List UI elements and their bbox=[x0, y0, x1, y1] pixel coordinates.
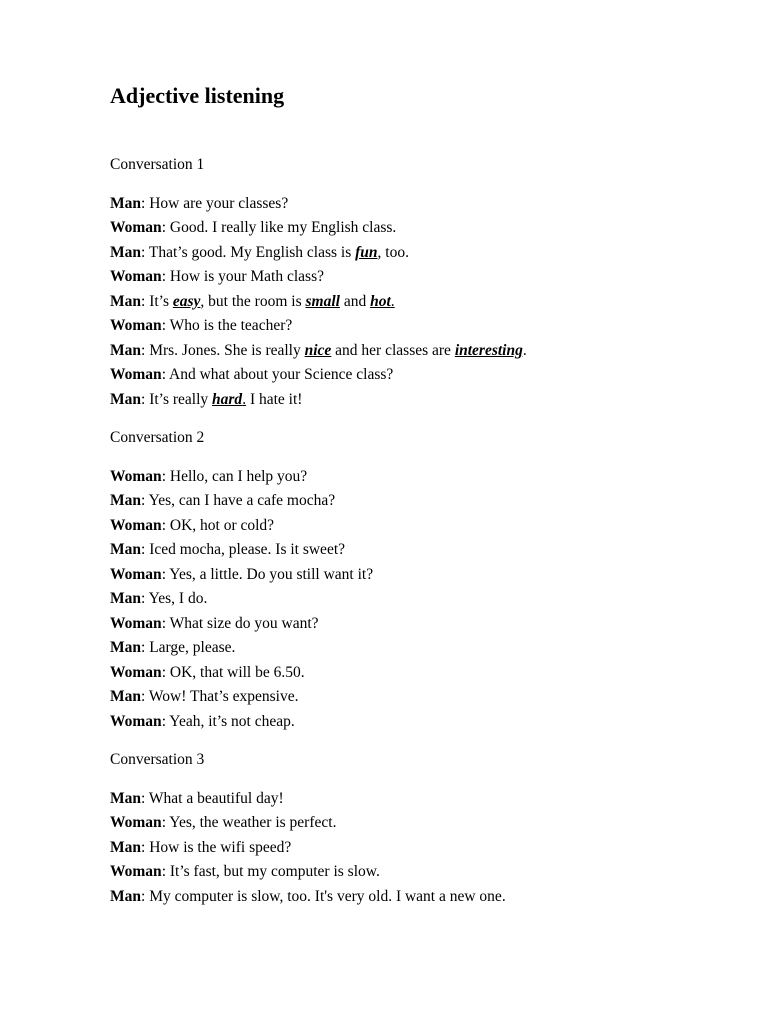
utterance: What a beautiful day! bbox=[148, 789, 284, 807]
dialogue-line: Man: Yes, I do. bbox=[110, 590, 208, 607]
speaker-label: Man bbox=[110, 243, 141, 261]
dialogue-line: Man: Yes, can I have a cafe mocha? bbox=[110, 492, 336, 509]
dialogue-line: Woman: What size do you want? bbox=[110, 614, 319, 632]
conversation-2-dialogue bbox=[110, 465, 710, 735]
conversation-2-heading: Conversation 2 bbox=[110, 429, 205, 446]
utterance: Large, please. bbox=[149, 639, 236, 656]
dialogue-line: Woman: And what about your Science class? bbox=[110, 366, 394, 383]
conversation-3-dialogue bbox=[110, 787, 710, 910]
adjective-highlight: nice bbox=[304, 341, 332, 359]
utterance: OK, that will be 6.50. bbox=[169, 663, 305, 681]
dialogue-line: Man: That’s good. My English class is fun, too. bbox=[110, 243, 409, 261]
speaker-label: Man bbox=[110, 341, 141, 359]
adjective-highlight: hot bbox=[370, 292, 391, 310]
utterance: How is your Math class? bbox=[169, 268, 324, 285]
speaker-label: Woman bbox=[110, 565, 162, 583]
speaker-label: Woman bbox=[110, 663, 162, 681]
utterance: Yes, the weather is perfect. bbox=[169, 814, 337, 831]
utterance: How is the wifi speed? bbox=[149, 838, 292, 856]
document-page bbox=[110, 80, 710, 909]
dialogue-line: Man: It’s really hard. I hate it! bbox=[110, 390, 303, 408]
dialogue-line: Man: What a beautiful day! bbox=[110, 789, 284, 807]
speaker-label: Man bbox=[110, 194, 141, 212]
utterance: Wow! That’s expensive. bbox=[148, 688, 299, 705]
dialogue-line: Man: Large, please. bbox=[110, 639, 236, 656]
speaker-label: Woman bbox=[110, 219, 162, 236]
speaker-label: Man bbox=[110, 688, 141, 705]
speaker-label: Woman bbox=[110, 317, 162, 334]
utterance: Yes, can I have a cafe mocha? bbox=[148, 492, 336, 509]
speaker-label: Woman bbox=[110, 863, 162, 880]
utterance: My computer is slow, too. It's very old. I want a new one. bbox=[149, 887, 506, 905]
speaker-label: Woman bbox=[110, 516, 162, 534]
utterance: What size do you want? bbox=[169, 614, 319, 632]
utterance: Who is the teacher? bbox=[169, 317, 293, 334]
dialogue-line: Woman: It’s fast, but my computer is slow. bbox=[110, 863, 380, 880]
utterance: It’s fast, but my computer is slow. bbox=[169, 863, 380, 880]
speaker-label: Woman bbox=[110, 268, 162, 285]
dialogue-line: Man: Mrs. Jones. She is really nice and her classes are interesting. bbox=[110, 341, 527, 359]
dialogue-line: Woman: OK, hot or cold? bbox=[110, 516, 275, 534]
conversation-1-heading: Conversation 1 bbox=[110, 156, 205, 173]
adjective-highlight: interesting bbox=[454, 341, 523, 359]
speaker-label: Man bbox=[110, 789, 141, 807]
adjective-highlight: small bbox=[305, 292, 340, 310]
utterance: Yeah, it’s not cheap. bbox=[169, 712, 295, 730]
utterance: Yes, I do. bbox=[148, 590, 208, 607]
utterance: How are your classes? bbox=[149, 194, 289, 212]
speaker-label: Man bbox=[110, 590, 141, 607]
speaker-label: Woman bbox=[110, 366, 162, 383]
dialogue-line: Man: How are your classes? bbox=[110, 194, 289, 212]
speaker-label: Man bbox=[110, 292, 141, 310]
adjective-highlight: fun bbox=[355, 243, 378, 261]
utterance: Hello, can I help you? bbox=[169, 467, 308, 485]
dialogue-line: Man: It’s easy, but the room is small and hot. bbox=[110, 292, 395, 310]
speaker-label: Woman bbox=[110, 814, 162, 831]
speaker-label: Woman bbox=[110, 614, 162, 632]
speaker-label: Man bbox=[110, 887, 141, 905]
dialogue-line: Woman: Yes, the weather is perfect. bbox=[110, 814, 337, 831]
speaker-label: Woman bbox=[110, 712, 162, 730]
dialogue-line: Woman: Yeah, it’s not cheap. bbox=[110, 712, 295, 730]
dialogue-line: Woman: Yes, a little. Do you still want it? bbox=[110, 565, 374, 583]
utterance: Good. I really like my English class. bbox=[169, 219, 397, 236]
utterance: Iced mocha, please. Is it sweet? bbox=[149, 541, 346, 558]
speaker-label: Woman bbox=[110, 467, 162, 485]
dialogue-line: Woman: Who is the teacher? bbox=[110, 317, 293, 334]
conversation-1-dialogue bbox=[110, 192, 710, 413]
adjective-highlight: hard bbox=[212, 390, 243, 408]
utterance: And what about your Science class? bbox=[169, 366, 394, 383]
speaker-label: Man bbox=[110, 838, 141, 856]
utterance: OK, hot or cold? bbox=[169, 516, 275, 534]
dialogue-line: Woman: Hello, can I help you? bbox=[110, 467, 308, 485]
dialogue-line: Man: Wow! That’s expensive. bbox=[110, 688, 299, 705]
dialogue-line: Woman: How is your Math class? bbox=[110, 268, 324, 285]
conversation-3-heading: Conversation 3 bbox=[110, 751, 205, 768]
dialogue-line: Man: My computer is slow, too. It's very old. I want a new one. bbox=[110, 887, 506, 905]
speaker-label: Man bbox=[110, 541, 141, 558]
dialogue-line: Woman: OK, that will be 6.50. bbox=[110, 663, 305, 681]
speaker-label: Man bbox=[110, 639, 141, 656]
speaker-label: Man bbox=[110, 390, 141, 408]
adjective-highlight: easy bbox=[172, 292, 201, 310]
utterance: Yes, a little. Do you still want it? bbox=[169, 565, 374, 583]
dialogue-line: Man: How is the wifi speed? bbox=[110, 838, 292, 856]
dialogue-line: Man: Iced mocha, please. Is it sweet? bbox=[110, 541, 346, 558]
document-title: Adjective listening bbox=[110, 83, 285, 108]
speaker-label: Man bbox=[110, 492, 141, 509]
dialogue-line: Woman: Good. I really like my English class. bbox=[110, 219, 397, 236]
